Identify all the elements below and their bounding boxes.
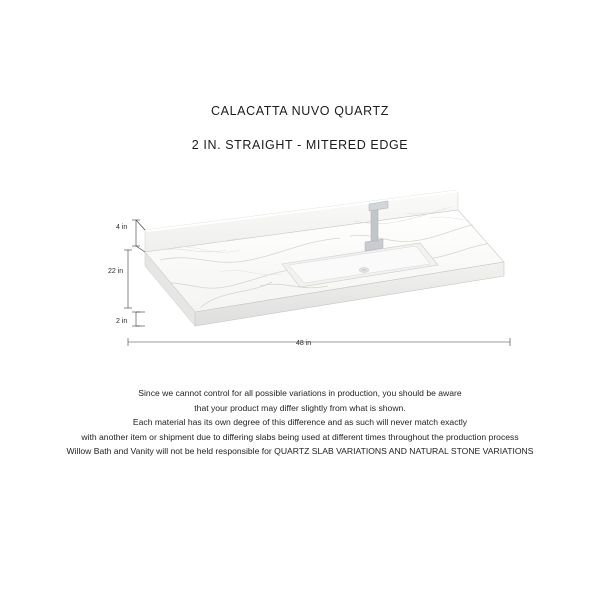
countertop-drawing xyxy=(100,190,520,360)
product-illustration xyxy=(100,190,520,360)
disclaimer-line: Willow Bath and Vanity will not be held responsible for QUARTZ SLAB VARIATIONS AND NATURAL STONE VARIATIONS xyxy=(66,446,534,457)
disclaimer-text xyxy=(0,386,600,459)
dimension-width: 48 in xyxy=(296,340,312,347)
dimension-edge-thickness: 2 in xyxy=(116,318,128,325)
disclaimer-line: that your product may differ slightly from what is shown. xyxy=(194,402,406,413)
title-block xyxy=(0,104,600,152)
dimension-backsplash-height: 4 in xyxy=(116,224,128,231)
dimension-depth: 22 in xyxy=(108,268,124,275)
product-title: CALACATTA NUVO QUARTZ xyxy=(211,104,389,118)
disclaimer-line: with another item or shipment due to differing slabs being used at different times throughout the production process xyxy=(81,431,519,442)
disclaimer-line: Each material has its own degree of this difference and as such will never match exactly xyxy=(132,417,468,428)
disclaimer-line: Since we cannot control for all possible variations in production, you should be aware xyxy=(138,388,462,398)
product-subtitle: 2 IN. STRAIGHT - MITERED EDGE xyxy=(191,138,409,152)
